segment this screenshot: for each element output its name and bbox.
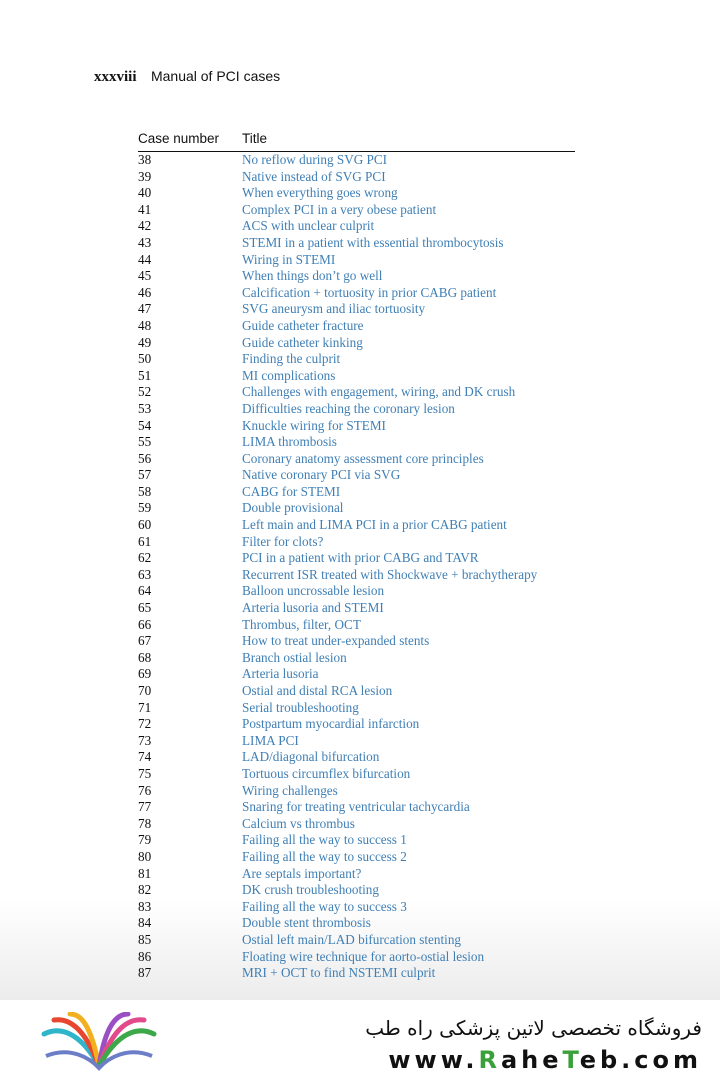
case-number: 49 xyxy=(138,334,152,350)
case-number: 87 xyxy=(138,965,152,981)
case-number: 76 xyxy=(138,782,152,798)
table-row xyxy=(138,567,575,584)
header-case-number: Case number xyxy=(138,131,220,146)
table-row xyxy=(138,418,575,435)
table-row xyxy=(138,949,575,966)
table-row xyxy=(138,335,575,352)
table-row xyxy=(138,866,575,883)
case-number: 54 xyxy=(138,417,152,433)
case-title-link[interactable]: Serial troubleshooting xyxy=(242,699,359,715)
case-title-link[interactable]: Guide catheter kinking xyxy=(242,334,363,350)
table-row xyxy=(138,783,575,800)
header-title: Title xyxy=(242,131,268,146)
case-number: 69 xyxy=(138,666,152,682)
case-number: 68 xyxy=(138,649,152,665)
case-title-link[interactable]: Difficulties reaching the coronary lesion xyxy=(242,400,455,416)
case-number: 70 xyxy=(138,683,152,698)
case-title-link[interactable]: SVG aneurysm and iliac tortuosity xyxy=(242,301,426,317)
case-title-link[interactable]: STEMI in a patient with essential thrombocytosis xyxy=(242,234,504,250)
table-header xyxy=(138,126,575,152)
case-number: 79 xyxy=(138,832,152,848)
case-number: 85 xyxy=(138,931,152,947)
case-number: 56 xyxy=(138,450,152,466)
table-row xyxy=(138,600,575,617)
table-row xyxy=(138,467,575,484)
case-title-link[interactable]: Guide catheter fracture xyxy=(242,317,364,333)
table-row xyxy=(138,185,575,202)
case-title-link[interactable]: CABG for STEMI xyxy=(242,483,341,499)
case-title-link[interactable]: How to treat under-expanded stents xyxy=(242,633,430,649)
case-number: 73 xyxy=(138,732,152,748)
case-title-link[interactable]: Balloon uncrossable lesion xyxy=(242,583,385,599)
table-row xyxy=(138,351,575,368)
table-row xyxy=(138,899,575,916)
case-title-link[interactable]: Failing all the way to success 1 xyxy=(242,832,407,848)
case-number: 43 xyxy=(138,234,152,250)
case-number: 41 xyxy=(138,201,152,217)
case-title-link[interactable]: Double provisional xyxy=(242,500,344,516)
case-number: 80 xyxy=(138,848,152,864)
case-title-link[interactable]: Thrombus, filter, OCT xyxy=(242,616,361,632)
case-title-link[interactable]: Snaring for treating ventricular tachycardia xyxy=(242,799,470,815)
case-number: 67 xyxy=(138,633,152,649)
table-row xyxy=(138,301,575,318)
case-number: 84 xyxy=(138,915,152,931)
case-title-link[interactable]: Knuckle wiring for STEMI xyxy=(242,417,386,433)
case-number: 81 xyxy=(138,865,152,881)
table-row xyxy=(138,484,575,501)
table-row xyxy=(138,434,575,451)
case-title-link[interactable]: Are septals important? xyxy=(242,865,362,881)
table-row xyxy=(138,633,575,650)
case-title-link[interactable]: Calcification + tortuosity in prior CABG patient xyxy=(242,284,497,300)
table-row xyxy=(138,268,575,285)
case-title-link[interactable]: Calcium vs thrombus xyxy=(242,815,355,831)
case-number: 50 xyxy=(138,351,152,367)
case-title-link[interactable]: LAD/diagonal bifurcation xyxy=(242,749,380,765)
case-number: 74 xyxy=(138,749,152,765)
case-title-link[interactable]: When everything goes wrong xyxy=(242,185,398,201)
case-title-link[interactable]: Complex PCI in a very obese patient xyxy=(242,201,437,217)
table-row xyxy=(138,816,575,833)
case-number: 60 xyxy=(138,517,152,533)
case-title-link[interactable]: When things don’t go well xyxy=(242,268,383,284)
table-row xyxy=(138,749,575,766)
case-number: 55 xyxy=(138,434,152,450)
case-title-link[interactable]: LIMA PCI xyxy=(242,732,299,748)
case-title-link[interactable]: Failing all the way to success 2 xyxy=(242,848,407,864)
case-title-link[interactable]: Challenges with engagement, wiring, and DK crush xyxy=(242,384,516,400)
open-book-rainbow-logo-icon xyxy=(40,1012,158,1072)
case-title-link[interactable]: Double stent thrombosis xyxy=(242,915,371,931)
table-row xyxy=(138,832,575,849)
table-row xyxy=(138,849,575,866)
case-table xyxy=(138,126,575,982)
case-title-link[interactable]: Failing all the way to success 3 xyxy=(242,898,407,914)
table-row xyxy=(138,152,575,169)
table-row xyxy=(138,965,575,982)
case-number: 72 xyxy=(138,716,152,732)
table-row xyxy=(138,650,575,667)
case-title-link[interactable]: No reflow during SVG PCI xyxy=(242,152,388,167)
case-number: 46 xyxy=(138,284,152,300)
case-number: 75 xyxy=(138,765,152,781)
table-row xyxy=(138,666,575,683)
case-number: 44 xyxy=(138,251,152,267)
case-title-link[interactable]: PCI in a patient with prior CABG and TAVR xyxy=(242,550,479,566)
case-number: 65 xyxy=(138,600,152,616)
table-row xyxy=(138,252,575,269)
case-number: 82 xyxy=(138,882,152,898)
table-row xyxy=(138,583,575,600)
case-title-link[interactable]: Floating wire technique for aorto-ostial lesion xyxy=(242,948,485,964)
table-row xyxy=(138,235,575,252)
table-row xyxy=(138,915,575,932)
case-number: 51 xyxy=(138,367,152,383)
shop-name: فروشگاه تخصصی لاتین پزشکی راه طب xyxy=(365,1016,702,1040)
case-number: 66 xyxy=(138,616,152,632)
case-number: 53 xyxy=(138,400,152,416)
case-title-link[interactable]: Native coronary PCI via SVG xyxy=(242,467,401,483)
table-row xyxy=(138,285,575,302)
case-title-link[interactable]: DK crush troubleshooting xyxy=(242,882,379,898)
case-title-link[interactable]: Ostial and distal RCA lesion xyxy=(242,683,393,698)
watermark-footer xyxy=(0,1000,720,1080)
case-number: 58 xyxy=(138,483,152,499)
case-title-link[interactable]: MRI + OCT to find NSTEMI culprit xyxy=(242,965,436,981)
case-number: 83 xyxy=(138,898,152,914)
case-title-link[interactable]: Postpartum myocardial infarction xyxy=(242,716,420,732)
case-title-link[interactable]: MI complications xyxy=(242,367,336,383)
case-number: 47 xyxy=(138,301,152,317)
running-head xyxy=(94,68,280,86)
table-row xyxy=(138,169,575,186)
case-number: 61 xyxy=(138,533,152,549)
table-row xyxy=(138,799,575,816)
table-row xyxy=(138,384,575,401)
case-title-link[interactable]: ACS with unclear culprit xyxy=(242,218,375,234)
case-number: 40 xyxy=(138,185,152,201)
case-title-link[interactable]: Tortuous circumflex bifurcation xyxy=(242,765,411,781)
case-number: 42 xyxy=(138,218,152,234)
table-row xyxy=(138,202,575,219)
case-title-link[interactable]: Branch ostial lesion xyxy=(242,649,347,665)
case-number: 86 xyxy=(138,948,152,964)
case-title-link[interactable]: Native instead of SVG PCI xyxy=(242,168,386,184)
table-row xyxy=(138,932,575,949)
table-row xyxy=(138,218,575,235)
table-row xyxy=(138,683,575,700)
case-number: 45 xyxy=(138,268,152,284)
book-title: Manual of PCI cases xyxy=(150,68,281,84)
table-row xyxy=(138,882,575,899)
table-row xyxy=(138,733,575,750)
table-row xyxy=(138,766,575,783)
table-row xyxy=(138,318,575,335)
case-number: 63 xyxy=(138,566,152,582)
table-row xyxy=(138,451,575,468)
case-number: 71 xyxy=(138,699,152,715)
table-row xyxy=(138,716,575,733)
table-row xyxy=(138,617,575,634)
table-row xyxy=(138,550,575,567)
case-title-link[interactable]: Arteria lusoria xyxy=(242,666,319,682)
case-title-link[interactable]: Wiring challenges xyxy=(242,782,338,798)
case-title-link[interactable]: Ostial left main/LAD bifurcation stenting xyxy=(242,931,462,947)
case-number: 38 xyxy=(138,152,152,167)
case-title-link[interactable]: Filter for clots? xyxy=(242,533,324,549)
case-number: 59 xyxy=(138,500,152,516)
case-title-link[interactable]: Finding the culprit xyxy=(242,351,341,367)
case-number: 78 xyxy=(138,815,152,831)
case-number: 39 xyxy=(138,168,152,184)
case-title-link[interactable]: Arteria lusoria and STEMI xyxy=(242,600,384,616)
case-number: 64 xyxy=(138,583,152,599)
table-row xyxy=(138,700,575,717)
table-row xyxy=(138,500,575,517)
shop-url: www.RaheTeb.com xyxy=(388,1046,702,1074)
case-number: 52 xyxy=(138,384,152,400)
case-number: 62 xyxy=(138,550,152,566)
case-title-link[interactable]: Wiring in STEMI xyxy=(242,251,336,267)
case-title-link[interactable]: LIMA thrombosis xyxy=(242,434,337,450)
case-title-link[interactable]: Coronary anatomy assessment core principles xyxy=(242,450,484,466)
table-row xyxy=(138,534,575,551)
table-row xyxy=(138,401,575,418)
table-body xyxy=(138,152,575,982)
case-number: 57 xyxy=(138,467,152,483)
case-title-link[interactable]: Left main and LIMA PCI in a prior CABG patient xyxy=(242,517,507,533)
case-number: 77 xyxy=(138,799,152,815)
case-title-link[interactable]: Recurrent ISR treated with Shockwave + brachytherapy xyxy=(242,566,538,582)
case-number: 48 xyxy=(138,317,152,333)
page-number: xxxviii xyxy=(94,69,137,85)
table-row xyxy=(138,368,575,385)
table-row xyxy=(138,517,575,534)
